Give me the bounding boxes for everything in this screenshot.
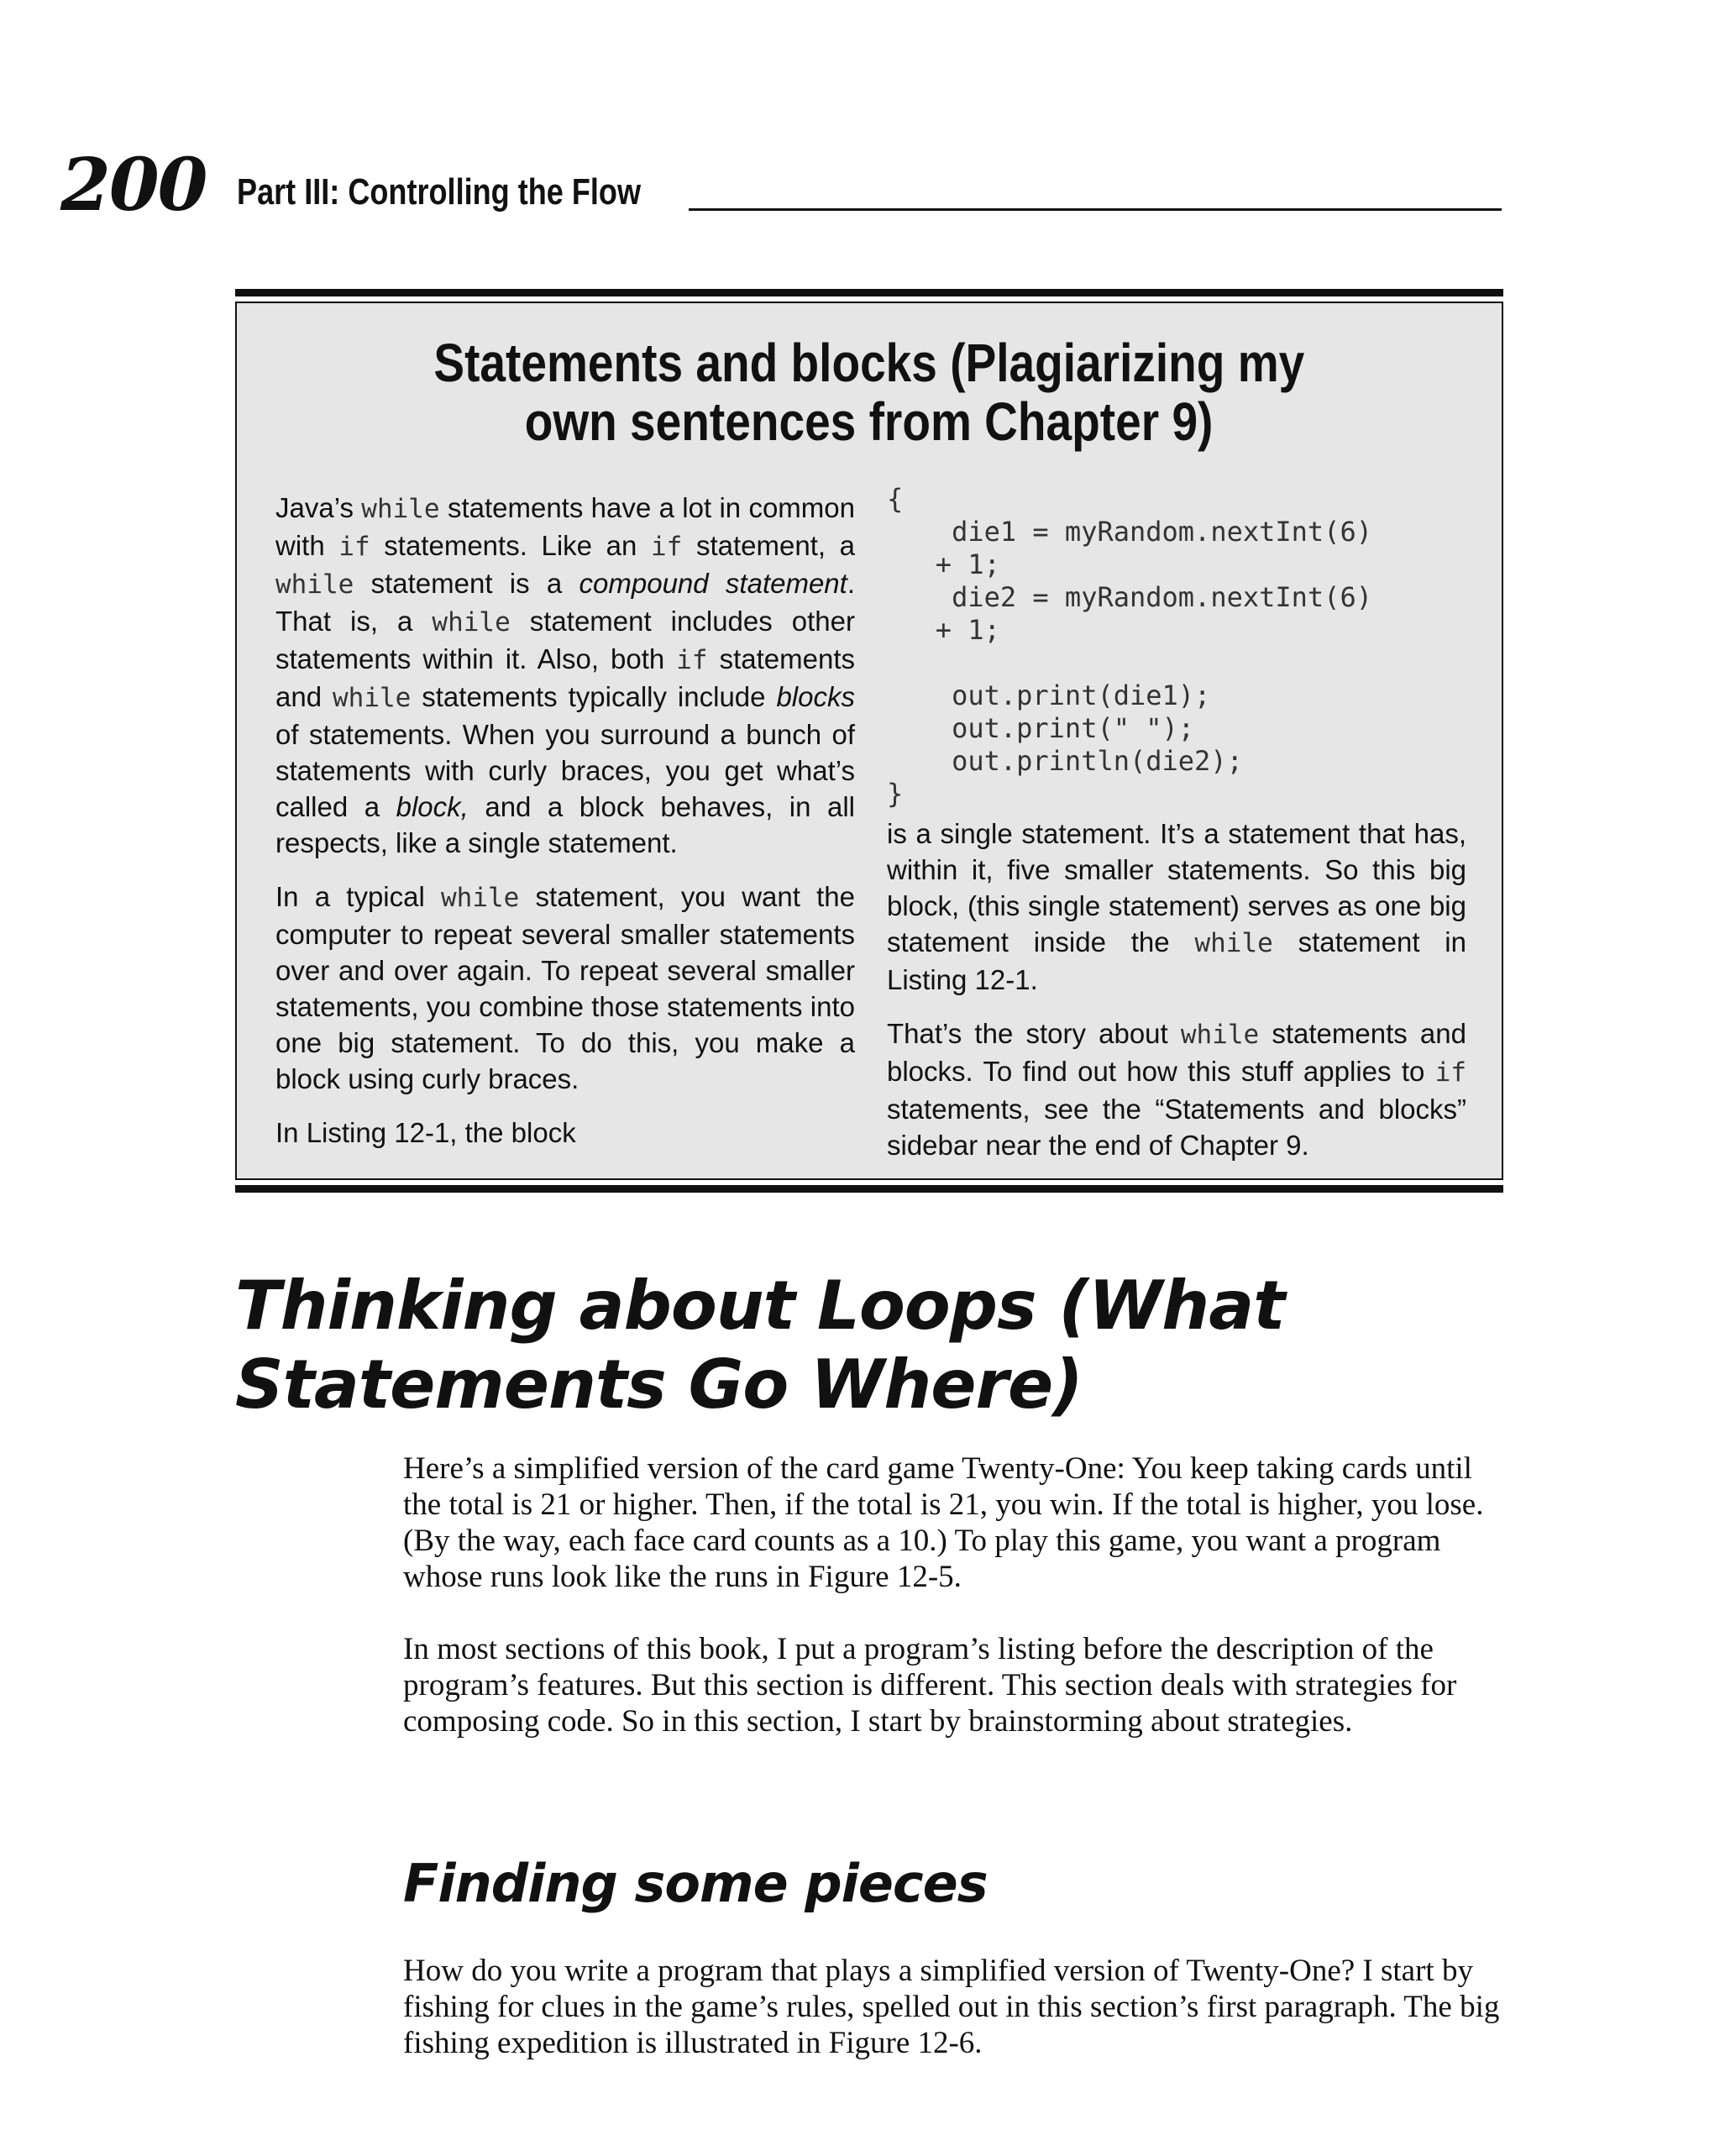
code-line: die1 = myRandom.nextInt(6) xyxy=(887,516,1372,548)
sidebar-paragraph-1 xyxy=(275,490,855,861)
inline-code: while xyxy=(275,569,354,600)
body-paragraph-2: In most sections of this book, I put a program’s listing before the description of the program’s features. But this section is different. This section deals with strategies for composing code. So in this section, I start by brainstorming about strategies. xyxy=(403,1632,1457,1739)
running-header-title: Part III: Controlling the Flow xyxy=(237,171,642,212)
text: statement, a xyxy=(682,530,856,561)
inline-code: while xyxy=(1180,1020,1260,1050)
code-listing xyxy=(887,483,1466,810)
text: In a typical xyxy=(275,881,442,912)
sidebar-right-column xyxy=(887,483,1466,1181)
text: statement in Listing 12-1. xyxy=(887,926,1466,995)
code-line: out.print(die1); xyxy=(887,679,1211,711)
text: statement includes other statements within it. Also, both xyxy=(275,606,855,674)
emphasis: blocks xyxy=(776,681,855,712)
inline-code: if xyxy=(651,532,683,562)
inline-code: if xyxy=(338,532,370,562)
inline-code: while xyxy=(361,494,440,524)
text: statements and blocks. To find out how this stuff applies to xyxy=(887,1018,1466,1087)
section-body xyxy=(403,1450,1503,1776)
body-paragraph-1: Here’s a simplified version of the card game Twenty-One: You keep taking cards until the total is 21 or higher. Then, if the total is 21, you win. If the total is higher, you lose. (By the way, each face card counts as a 10.) To play this game, you want a program whose runs look like the runs in Figure 12-5. xyxy=(403,1451,1484,1594)
text: is a single statement. It’s a statement that has, within it, five smaller statements. So this big block, (this single statement) serves as one big statement inside the xyxy=(887,818,1466,957)
text: statements. Like an xyxy=(370,530,651,561)
sidebar-paragraph-2 xyxy=(275,879,855,1097)
text: of statements. When you surround a bunch of statements with curly braces, you get what’s called a xyxy=(275,719,855,822)
inline-code: if xyxy=(1434,1057,1466,1088)
text: . That is, a xyxy=(275,568,855,637)
subsection-body xyxy=(403,1953,1503,2097)
section-heading-line-1: Thinking about Loops (What xyxy=(235,1267,1285,1345)
code-line: die2 = myRandom.nextInt(6) xyxy=(887,581,1372,613)
code-line: } xyxy=(887,778,904,810)
code-line: out.println(die2); xyxy=(887,745,1243,777)
inline-code: while xyxy=(432,607,511,637)
code-line: out.print(" "); xyxy=(887,712,1195,744)
sidebar-panel xyxy=(235,302,1503,1180)
text: Java’s xyxy=(275,492,362,523)
inline-code: while xyxy=(441,883,520,913)
code-line: + 1; xyxy=(887,614,1000,646)
text: statements and xyxy=(275,643,855,712)
sidebar-left-column xyxy=(275,490,855,1168)
page-number: 200 xyxy=(60,143,207,228)
sidebar-paragraph-3: In Listing 12-1, the block xyxy=(275,1117,576,1148)
text: statements, see the “Statements and blocks” sidebar near the end of Chapter 9. xyxy=(887,1094,1466,1161)
sidebar-paragraph-5 xyxy=(887,1015,1466,1163)
code-line: { xyxy=(887,483,904,515)
inline-code: if xyxy=(676,645,708,675)
text: statements have a lot in common with xyxy=(275,492,855,561)
subsection-paragraph-1: How do you write a program that plays a simplified version of Twenty-One? I start by fishing for clues in the game’s rules, spelled out in this section’s first paragraph. The big fishing expedition is illustrated in Figure 12-6. xyxy=(403,1954,1500,2060)
sidebar-title xyxy=(237,333,1502,451)
text: statements typically include xyxy=(411,681,777,712)
sidebar-box xyxy=(235,289,1503,1193)
sidebar-title-line-1: Statements and blocks (Plagiarizing my xyxy=(433,333,1305,393)
section-heading xyxy=(235,1267,1284,1424)
sidebar-title-line-2: own sentences from Chapter 9) xyxy=(525,391,1214,452)
emphasis: compound statement xyxy=(579,568,847,599)
text: and a block behaves, in all respects, like a single statement. xyxy=(275,791,855,858)
inline-code: while xyxy=(333,683,412,713)
header-rule xyxy=(689,208,1502,211)
text: That’s the story about xyxy=(887,1018,1181,1049)
text: statement, you want the computer to repeat several smaller statements over and over again. To repeat several smaller statements, you combine those statements into one big statement. To do this, you make a block using curly braces. xyxy=(275,881,855,1094)
text: statement is a xyxy=(354,568,579,599)
emphasis: block, xyxy=(396,791,469,822)
sidebar-paragraph-4 xyxy=(887,816,1466,998)
inline-code: while xyxy=(1194,928,1273,958)
code-line: + 1; xyxy=(887,548,1000,580)
section-heading-line-2: Statements Go Where) xyxy=(235,1346,1083,1424)
subsection-heading: Finding some pieces xyxy=(403,1853,988,1914)
code-line-blank xyxy=(887,647,1466,679)
